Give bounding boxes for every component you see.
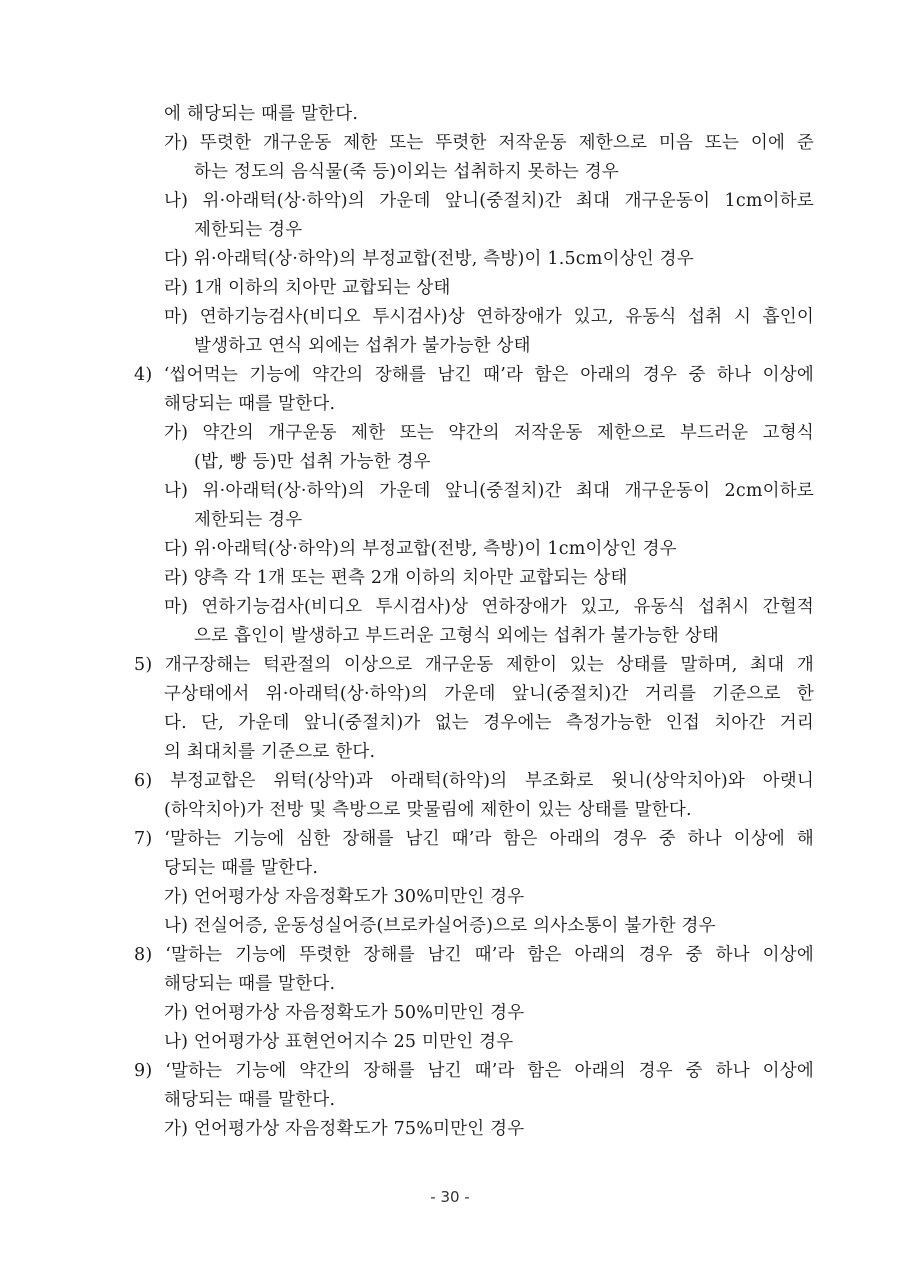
text-line: 가) 뚜렷한 개구운동 제한 또는 뚜렷한 저작운동 제한으로 미음 또는 이에 준 <box>164 133 814 153</box>
text-line: 5) 개구장해는 턱관절의 이상으로 개구운동 제한이 있는 상태를 말하며, 최대 개 <box>134 655 814 675</box>
text-line: 다. 단, 가운데 앞니(중절치)가 없는 경우에는 측정가능한 인접 치아간 거리 <box>164 713 814 733</box>
text-line: 당되는 때를 말한다. <box>164 858 319 878</box>
text-line: 해당되는 때를 말한다. <box>164 974 336 994</box>
text-line: 가) 언어평가상 자음정확도가 75%미만인 경우 <box>164 1119 525 1139</box>
text-line: 가) 언어평가상 자음정확도가 30%미만인 경우 <box>164 887 525 907</box>
text-line: 나) 위·아래턱(상·하악)의 가운데 앞니(중절치)간 최대 개구운동이 2cm이하로 <box>164 481 814 501</box>
text-line: 7) ‘말하는 기능에 심한 장해를 남긴 때’라 함은 아래의 경우 중 하나 이상에 해 <box>134 829 814 849</box>
text-line: 제한되는 경우 <box>194 510 303 530</box>
text-line: (밥, 빵 등)만 섭취 가능한 경우 <box>194 452 431 472</box>
text-line: 나) 전실어증, 운동성실어증(브로카실어증)으로 의사소통이 불가한 경우 <box>164 916 716 936</box>
text-line: 9) ‘말하는 기능에 약간의 장해를 남긴 때’라 함은 아래의 경우 중 하나 이상에 <box>134 1061 814 1081</box>
text-line: 제한되는 경우 <box>194 220 303 240</box>
text-line: 가) 언어평가상 자음정확도가 50%미만인 경우 <box>164 1003 525 1023</box>
text-line: 나) 위·아래턱(상·하악)의 가운데 앞니(중절치)간 최대 개구운동이 1cm이하로 <box>164 191 814 211</box>
text-line: 다) 위·아래턱(상·하악)의 부정교합(전방, 측방)이 1.5cm이상인 경우 <box>164 249 694 269</box>
text-line: 8) ‘말하는 기능에 뚜렷한 장해를 남긴 때’라 함은 아래의 경우 중 하나 이상에 <box>134 945 814 965</box>
text-line: 으로 흡인이 발생하고 부드러운 고형식 외에는 섭취가 불가능한 상태 <box>194 626 720 646</box>
text-line: 해당되는 때를 말한다. <box>164 394 336 414</box>
text-line: 다) 위·아래턱(상·하악)의 부정교합(전방, 측방)이 1cm이상인 경우 <box>164 539 677 559</box>
text-line: 발생하고 연식 외에는 섭취가 불가능한 상태 <box>194 336 531 356</box>
text-line: 하는 정도의 음식물(죽 등)이외는 섭취하지 못하는 경우 <box>194 162 619 182</box>
text-line: 마) 연하기능검사(비디오 투시검사)상 연하장애가 있고, 유동식 섭취시 간헐적 <box>164 597 814 617</box>
text-line: 해당되는 때를 말한다. <box>164 1090 336 1110</box>
page-number: - 30 - <box>430 1188 470 1206</box>
text-line: (하악치아)가 전방 및 측방으로 맞물림에 제한이 있는 상태를 말한다. <box>164 800 692 820</box>
text-line: 마) 연하기능검사(비디오 투시검사)상 연하장애가 있고, 유동식 섭취 시 흡인이 <box>164 307 814 327</box>
text-line: 6) 부정교합은 위턱(상악)과 아래턱(하악)의 부조화로 윗니(상악치아)와 아랫니 <box>134 771 814 791</box>
text-line: 가) 약간의 개구운동 제한 또는 약간의 저작운동 제한으로 부드러운 고형식 <box>164 423 814 443</box>
text-line: 라) 1개 이하의 치아만 교합되는 상태 <box>164 278 451 298</box>
text-line: 라) 양측 각 1개 또는 편측 2개 이하의 치아만 교합되는 상태 <box>164 568 628 588</box>
text-line: 4) ‘씹어먹는 기능에 약간의 장해를 남긴 때’라 함은 아래의 경우 중 하나 이상에 <box>134 365 814 385</box>
text-line: 의 최대치를 기준으로 한다. <box>164 742 376 762</box>
text-line: 구상태에서 위·아래턱(상·하악)의 가운데 앞니(중절치)간 거리를 기준으로 한 <box>164 684 814 704</box>
text-line: 에 해당되는 때를 말한다. <box>164 104 359 124</box>
text-line: 나) 언어평가상 표현언어지수 25 미만인 경우 <box>164 1032 514 1052</box>
